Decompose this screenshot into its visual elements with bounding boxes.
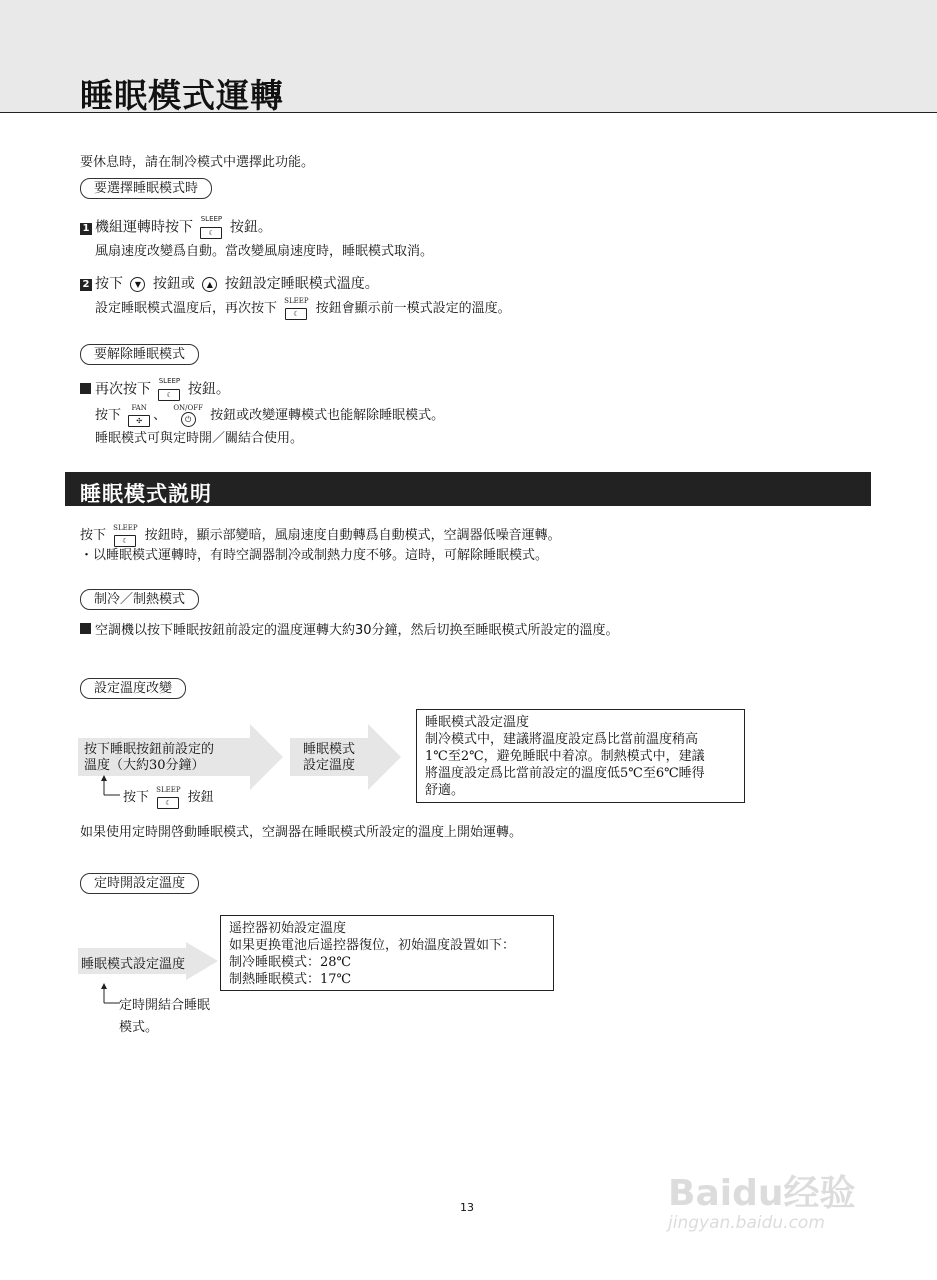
timer-label: 定時開設定溫度 — [80, 873, 199, 894]
remote-box-title: 遥控器初始設定溫度 — [229, 921, 347, 936]
timer-under-text — [119, 995, 210, 1039]
temp-change-label: 設定溫度改變 — [80, 678, 186, 699]
fan-button-icon: FAN ✣ — [128, 405, 150, 427]
cancel-line2 — [95, 404, 444, 427]
cool-heat-label: 制冷／制熱模式 — [80, 589, 199, 610]
watermark-brand: Baidu经验 — [668, 1173, 856, 1214]
onoff-button-icon: ON/OFF ⏻ — [173, 405, 203, 427]
cancel-line1-a: 再次按下 — [95, 381, 151, 398]
bullet-square — [80, 383, 91, 394]
remote-initial-temp-box — [220, 915, 554, 991]
temp-up-button-icon: ▲ — [202, 277, 217, 292]
page-title: 睡眠模式運轉 — [80, 76, 284, 115]
info-box-line4: 舒適。 — [425, 783, 465, 798]
step2-line — [80, 273, 379, 293]
temp-down-button-icon: ▼ — [130, 277, 145, 292]
cancel-line2-b: 按鈕或改變運轉模式也能解除睡眠模式。 — [210, 408, 445, 423]
step2-note-b: 按鈕會顯示前一模式設定的溫度。 — [315, 301, 511, 316]
arrow1-text — [84, 742, 214, 774]
explain-p2: ・以睡眠模式運轉時，有時空調器制冷或制熱力度不够。這時，可解除睡眠模式。 — [80, 548, 549, 563]
sleep-button-icon: SLEEP ☾ — [156, 785, 181, 807]
page-number: 13 — [460, 1201, 474, 1214]
step1-number: 1 — [80, 223, 92, 235]
explain-p1-a: 按下 — [80, 528, 107, 543]
step2-note-a: 設定睡眠模式溫度后，再次按下 — [95, 301, 278, 316]
sleep-button-icon: SLEEP ☾ — [200, 215, 223, 237]
step1-text-b: 按鈕。 — [229, 219, 272, 236]
explain-p1-b: 按鈕時，顯示部變暗，風扇速度自動轉爲自動模式，空調器低噪音運轉。 — [144, 528, 561, 543]
intro-text: 要休息時，請在制冷模式中選擇此功能。 — [80, 155, 315, 170]
step2-text-a: 按下 — [95, 276, 123, 292]
remote-box-line3: 制熱睡眠模式：17℃ — [229, 972, 352, 987]
arrow2-line1: 睡眠模式 — [303, 742, 356, 757]
timer-under-line2: 模式。 — [119, 1020, 159, 1035]
sleep-button-icon: SLEEP ☾ — [113, 523, 138, 545]
press-sleep-under-a: 按下 — [123, 790, 150, 805]
cancel-line2-a: 按下 — [95, 408, 122, 423]
press-sleep-under-b: 按鈕 — [187, 790, 214, 805]
watermark-url: jingyan.baidu.com — [668, 1213, 825, 1233]
step2-note — [95, 297, 511, 320]
remote-box-line1: 如果更换電池后遥控器復位，初始溫度設置如下： — [229, 938, 516, 953]
step1-text-a: 機組運轉時按下 — [95, 219, 193, 236]
step1-note: 風扇速度改變爲自動。當改變風扇速度時，睡眠模式取消。 — [95, 244, 434, 259]
sleep-button-icon: SLEEP ☾ — [284, 296, 309, 318]
section-cancel-sleep-label: 要解除睡眠模式 — [80, 344, 199, 365]
step2-text-c: 按鈕設定睡眠模式溫度。 — [224, 276, 379, 292]
arrow2-text — [303, 742, 355, 774]
sleep-button-icon: SLEEP ☾ — [158, 377, 181, 399]
step2-text-b: 按鈕或 — [152, 276, 195, 292]
info-box-line1: 制冷模式中，建議將溫度設定爲比當前溫度稍高 — [425, 732, 699, 747]
arrow2-line2: 設定溫度 — [303, 758, 356, 773]
remote-box-line2: 制冷睡眠模式：28℃ — [229, 955, 352, 970]
timer-start-note: 如果使用定時開啓動睡眠模式，空調器在睡眠模式所設定的溫度上開始運轉。 — [80, 825, 523, 840]
arrow1-line1: 按下睡眠按鈕前設定的 — [84, 742, 215, 757]
info-box-title: 睡眠模式設定溫度 — [425, 715, 530, 730]
cool-heat-text: 空調機以按下睡眠按鈕前設定的溫度運轉大約30分鐘，然后切换至睡眠模式所設定的溫度。 — [95, 623, 619, 638]
bullet-square — [80, 623, 91, 634]
press-sleep-under — [123, 786, 214, 809]
sleep-temp-info-box — [416, 709, 745, 803]
timer-under-line1: 定時開結合睡眠 — [119, 998, 211, 1013]
step2-number: 2 — [80, 279, 92, 291]
info-box-line3: 將溫度設定爲比當前設定的溫度低5℃至6℃睡得 — [425, 766, 705, 781]
cancel-line2-sep: 、 — [153, 408, 167, 423]
step1-line — [80, 216, 272, 239]
section-select-sleep-label: 要選擇睡眠模式時 — [80, 178, 212, 199]
cancel-line1-b: 按鈕。 — [187, 381, 230, 398]
section-title: 睡眠模式説明 — [80, 482, 212, 506]
info-box-line2: 1℃至2℃，避免睡眠中着凉。制熱模式中，建議 — [425, 749, 705, 764]
cool-heat-line — [80, 619, 619, 638]
pointer-arrow-icon — [98, 775, 122, 799]
cancel-line3: 睡眠模式可與定時開／關結合使用。 — [95, 431, 304, 446]
cancel-line1 — [80, 378, 230, 401]
arrow1-line2: 溫度（大約30分鐘） — [84, 758, 205, 773]
timer-arrow-text: 睡眠模式設定溫度 — [81, 957, 186, 972]
